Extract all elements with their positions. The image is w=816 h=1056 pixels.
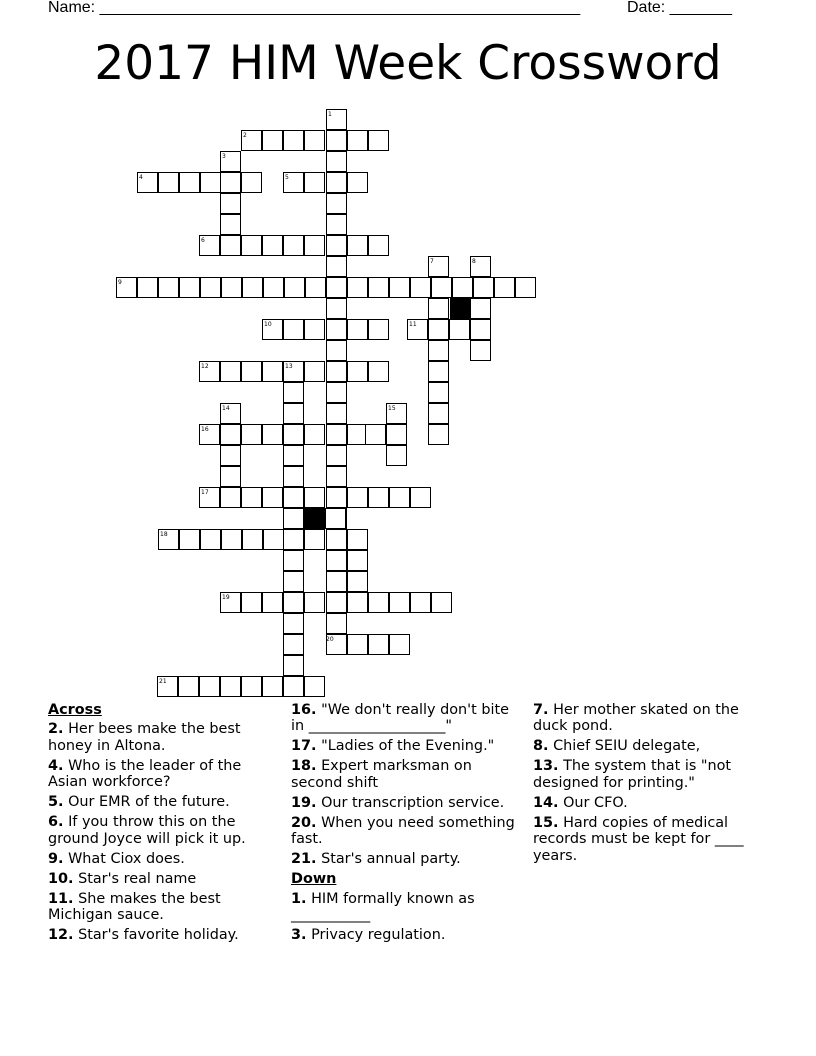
grid-cell[interactable] [470, 340, 491, 361]
grid-cell[interactable] [304, 235, 325, 256]
black-grid-cell [450, 298, 471, 319]
date-blank: _______ [669, 0, 732, 16]
grid-cell[interactable] [470, 319, 491, 340]
grid-cell[interactable] [347, 571, 368, 592]
grid-cell[interactable] [389, 487, 410, 508]
clue-number: 5. [48, 794, 64, 811]
grid-cell[interactable] [452, 277, 473, 298]
grid-cell[interactable] [428, 340, 449, 361]
clue-text: What Ciox does. [68, 850, 185, 867]
grid-cell[interactable] [283, 676, 304, 697]
grid-cell[interactable] [221, 529, 242, 550]
grid-cell[interactable] [262, 676, 283, 697]
clue-text: Our EMR of the future. [68, 794, 230, 811]
clue-number: 15. [533, 814, 559, 831]
grid-cell[interactable] [326, 193, 347, 214]
grid-cell[interactable] [220, 172, 241, 193]
clues-column-3 [533, 702, 765, 868]
grid-cell[interactable] [386, 445, 407, 466]
clue-item [291, 758, 523, 791]
clue-item [291, 815, 523, 848]
grid-cell[interactable] [283, 571, 304, 592]
grid-cell[interactable] [283, 613, 304, 634]
grid-cell[interactable] [179, 529, 200, 550]
grid-cell[interactable] [326, 403, 347, 424]
grid-cell[interactable] [283, 445, 304, 466]
clue-number: 14. [533, 794, 559, 811]
grid-cell[interactable] [428, 319, 449, 340]
grid-cell[interactable] [178, 676, 199, 697]
grid-cell[interactable] [428, 382, 449, 403]
clue-text: HIM formally known as ___________ [291, 890, 475, 924]
grid-cell[interactable] [515, 277, 536, 298]
grid-cell[interactable] [428, 403, 449, 424]
grid-cell[interactable] [262, 487, 283, 508]
grid-cell[interactable] [220, 676, 241, 697]
clue-number: 4. [48, 757, 64, 774]
grid-cell[interactable] [283, 403, 304, 424]
grid-cell[interactable] [262, 424, 283, 445]
clue-item [48, 721, 273, 754]
grid-cell[interactable] [326, 172, 347, 193]
clue-item [48, 891, 273, 924]
clue-number: 8. [533, 738, 549, 755]
grid-cell[interactable] [283, 382, 304, 403]
grid-cell[interactable] [283, 466, 304, 487]
grid-cell[interactable] [410, 592, 431, 613]
grid-cell[interactable] [241, 172, 262, 193]
clue-text: Our CFO. [563, 794, 628, 811]
grid-cell[interactable] [304, 676, 325, 697]
grid-cell[interactable] [326, 298, 347, 319]
cell-number: 1 [328, 111, 332, 118]
clue-item [48, 814, 273, 847]
cell-number: 11 [409, 321, 417, 328]
grid-cell[interactable] [262, 130, 283, 151]
cell-number: 6 [201, 237, 205, 244]
clue-number: 20. [291, 814, 317, 831]
down-heading: Down [291, 871, 337, 888]
clue-number: 2. [48, 721, 64, 738]
cell-number: 7 [430, 258, 434, 265]
grid-cell[interactable] [283, 592, 304, 613]
grid-cell[interactable] [368, 634, 389, 655]
clue-item [291, 795, 523, 811]
grid-cell[interactable] [220, 466, 241, 487]
clue-item [291, 738, 523, 754]
clue-text: Her mother skated on the duck pond. [533, 702, 739, 735]
grid-cell[interactable] [326, 319, 347, 340]
cell-number: 16 [201, 426, 209, 433]
grid-cell[interactable] [365, 424, 386, 445]
grid-cell[interactable] [220, 193, 241, 214]
grid-cell[interactable] [304, 529, 325, 550]
grid-cell[interactable] [368, 361, 389, 382]
clue-item [533, 795, 765, 811]
grid-cell[interactable] [241, 361, 262, 382]
clue-item [533, 738, 765, 754]
clue-number: 13. [533, 758, 559, 775]
grid-cell[interactable] [283, 655, 304, 676]
grid-cell[interactable] [263, 529, 284, 550]
grid-cell[interactable] [410, 277, 431, 298]
grid-cell[interactable] [304, 592, 325, 613]
clue-text: "We don't really don't bite in ___________________" [291, 702, 509, 735]
grid-cell[interactable] [431, 592, 452, 613]
grid-cell[interactable] [242, 529, 263, 550]
clue-text: Our transcription service. [321, 794, 505, 811]
clue-text: Her bees make the best honey in Altona. [48, 721, 241, 754]
grid-cell[interactable] [326, 571, 347, 592]
grid-cell[interactable] [347, 634, 368, 655]
grid-cell[interactable] [263, 277, 284, 298]
grid-cell[interactable] [304, 130, 325, 151]
clue-item [48, 851, 273, 867]
clue-text: She makes the best Michigan sauce. [48, 890, 221, 924]
clues-column-2 [291, 702, 523, 947]
clue-item [48, 758, 273, 791]
grid-cell[interactable] [200, 529, 221, 550]
clue-text: The system that is "not designed for printing." [533, 758, 732, 791]
grid-cell[interactable] [221, 277, 242, 298]
cell-number: 5 [285, 174, 289, 181]
clue-item [291, 851, 523, 867]
clue-item [291, 891, 523, 924]
grid-cell[interactable] [368, 235, 389, 256]
down-clue-list-continued [533, 702, 765, 864]
grid-cell[interactable] [220, 235, 241, 256]
clue-number: 21. [291, 851, 317, 868]
cell-number: 18 [160, 531, 168, 538]
clue-item [533, 758, 765, 791]
clue-text: Privacy regulation. [311, 927, 446, 944]
clue-number: 12. [48, 927, 74, 944]
grid-cell[interactable] [241, 592, 262, 613]
clue-text: Expert marksman on second shift [291, 758, 472, 791]
grid-cell[interactable] [347, 319, 368, 340]
grid-cell[interactable] [305, 277, 326, 298]
grid-cell[interactable] [347, 487, 368, 508]
grid-cell[interactable] [347, 361, 368, 382]
grid-cell[interactable] [326, 277, 347, 298]
clue-item [48, 927, 273, 943]
clue-number: 7. [533, 702, 549, 718]
cell-number: 9 [118, 279, 122, 286]
cell-number: 20 [326, 636, 334, 643]
grid-cell[interactable] [304, 319, 325, 340]
grid-cell[interactable] [241, 676, 262, 697]
grid-cell[interactable] [326, 487, 347, 508]
grid-cell[interactable] [283, 235, 304, 256]
grid-cell[interactable] [283, 529, 304, 550]
cell-number: 3 [222, 153, 226, 160]
across-clue-list-continued [291, 702, 523, 868]
grid-cell[interactable] [473, 277, 494, 298]
clue-number: 17. [291, 738, 317, 755]
grid-cell[interactable] [242, 277, 263, 298]
clue-text: Star's real name [78, 870, 197, 887]
grid-cell[interactable] [368, 592, 389, 613]
grid-cell[interactable] [428, 361, 449, 382]
grid-cell[interactable] [326, 130, 347, 151]
clue-number: 19. [291, 794, 317, 811]
grid-cell[interactable] [347, 235, 368, 256]
clue-item [291, 702, 523, 735]
cell-number: 2 [243, 132, 247, 139]
cell-number: 21 [159, 678, 167, 685]
name-label: Name: [48, 0, 96, 16]
grid-cell[interactable] [283, 508, 304, 529]
grid-cell[interactable] [158, 277, 179, 298]
grid-cell[interactable] [389, 277, 410, 298]
grid-cell[interactable] [386, 424, 407, 445]
cell-number: 8 [472, 258, 476, 265]
grid-cell[interactable] [326, 550, 347, 571]
grid-cell[interactable] [241, 235, 262, 256]
clue-item [48, 871, 273, 887]
grid-cell[interactable] [428, 298, 449, 319]
grid-cell[interactable] [304, 361, 325, 382]
cell-number: 4 [139, 174, 143, 181]
name-blank: ______________________________________________________ [99, 0, 581, 16]
grid-cell[interactable] [283, 130, 304, 151]
grid-cell[interactable] [326, 466, 347, 487]
clue-number: 16. [291, 702, 317, 718]
grid-cell[interactable] [428, 424, 449, 445]
grid-cell[interactable] [431, 277, 452, 298]
grid-cell[interactable] [304, 487, 325, 508]
grid-cell[interactable] [262, 235, 283, 256]
clue-item [533, 815, 765, 864]
clue-text: If you throw this on the ground Joyce will pick it up. [48, 814, 246, 847]
clue-text: Who is the leader of the Asian workforce? [48, 757, 242, 791]
grid-cell[interactable] [326, 592, 347, 613]
grid-cell[interactable] [326, 382, 347, 403]
across-heading: Across [48, 702, 102, 718]
grid-cell[interactable] [200, 277, 221, 298]
grid-cell[interactable] [449, 319, 470, 340]
clue-text: Hard copies of medical records must be kept for ____ years. [533, 814, 744, 864]
across-clue-list [48, 721, 273, 943]
grid-cell[interactable] [389, 634, 410, 655]
grid-cell[interactable] [326, 340, 347, 361]
clue-text: Star's favorite holiday. [78, 927, 239, 944]
grid-cell[interactable] [304, 424, 325, 445]
clue-number: 1. [291, 890, 307, 907]
cell-number: 12 [201, 363, 209, 370]
grid-cell[interactable] [220, 424, 241, 445]
clue-number: 9. [48, 850, 64, 867]
clue-number: 11. [48, 890, 74, 907]
grid-cell[interactable] [326, 445, 347, 466]
grid-cell[interactable] [158, 172, 179, 193]
grid-cell[interactable] [347, 277, 368, 298]
down-clue-list [291, 891, 523, 944]
cell-number: 19 [222, 594, 230, 601]
grid-cell[interactable] [325, 508, 346, 529]
clue-text: When you need something fast. [291, 814, 515, 848]
clue-text: Chief SEIU delegate, [553, 738, 701, 755]
grid-cell[interactable] [262, 592, 283, 613]
grid-cell[interactable] [220, 214, 241, 235]
grid-cell[interactable] [304, 172, 325, 193]
grid-cell[interactable] [262, 361, 283, 382]
grid-cell[interactable] [220, 445, 241, 466]
grid-cell[interactable] [200, 172, 221, 193]
clue-item [291, 927, 523, 943]
grid-cell[interactable] [347, 529, 368, 550]
grid-cell[interactable] [283, 634, 304, 655]
grid-cell[interactable] [199, 676, 220, 697]
grid-cell[interactable] [326, 361, 347, 382]
grid-cell[interactable] [283, 550, 304, 571]
grid-cell[interactable] [326, 235, 347, 256]
grid-cell[interactable] [326, 424, 347, 445]
grid-cell[interactable] [410, 487, 431, 508]
grid-cell[interactable] [368, 277, 389, 298]
grid-cell[interactable] [283, 319, 304, 340]
grid-cell[interactable] [326, 151, 347, 172]
grid-cell[interactable] [283, 424, 304, 445]
grid-cell[interactable] [241, 487, 262, 508]
grid-cell[interactable] [241, 424, 262, 445]
page-title: 2017 HIM Week Crossword [94, 36, 722, 91]
grid-cell[interactable] [347, 130, 368, 151]
grid-cell[interactable] [283, 487, 304, 508]
grid-cell[interactable] [389, 592, 410, 613]
grid-cell[interactable] [494, 277, 515, 298]
cell-number: 13 [285, 363, 293, 370]
clue-text: Star's annual party. [321, 851, 461, 868]
grid-cell[interactable] [368, 487, 389, 508]
cell-number: 15 [388, 405, 396, 412]
clue-number: 18. [291, 758, 317, 775]
grid-cell[interactable] [368, 319, 389, 340]
cell-number: 14 [222, 405, 230, 412]
clue-number: 10. [48, 870, 74, 887]
grid-cell[interactable] [220, 361, 241, 382]
grid-cell[interactable] [470, 298, 491, 319]
clue-item [533, 702, 765, 735]
grid-cell[interactable] [347, 592, 368, 613]
grid-cell[interactable] [284, 277, 305, 298]
grid-cell[interactable] [137, 277, 158, 298]
grid-cell[interactable] [326, 214, 347, 235]
clues-column-1 [48, 702, 273, 947]
grid-cell[interactable] [368, 130, 389, 151]
grid-cell[interactable] [326, 256, 347, 277]
grid-cell[interactable] [347, 550, 368, 571]
clue-item [48, 794, 273, 810]
black-grid-cell [304, 508, 325, 529]
grid-cell[interactable] [179, 277, 200, 298]
cell-number: 10 [264, 321, 272, 328]
clue-number: 3. [291, 927, 307, 944]
grid-cell[interactable] [326, 529, 347, 550]
clue-number: 6. [48, 814, 64, 831]
date-label: Date: [627, 0, 666, 16]
grid-cell[interactable] [326, 613, 347, 634]
grid-cell[interactable] [347, 172, 368, 193]
grid-cell[interactable] [179, 172, 200, 193]
grid-cell[interactable] [220, 487, 241, 508]
cell-number: 17 [201, 489, 209, 496]
clue-text: "Ladies of the Evening." [321, 738, 495, 755]
